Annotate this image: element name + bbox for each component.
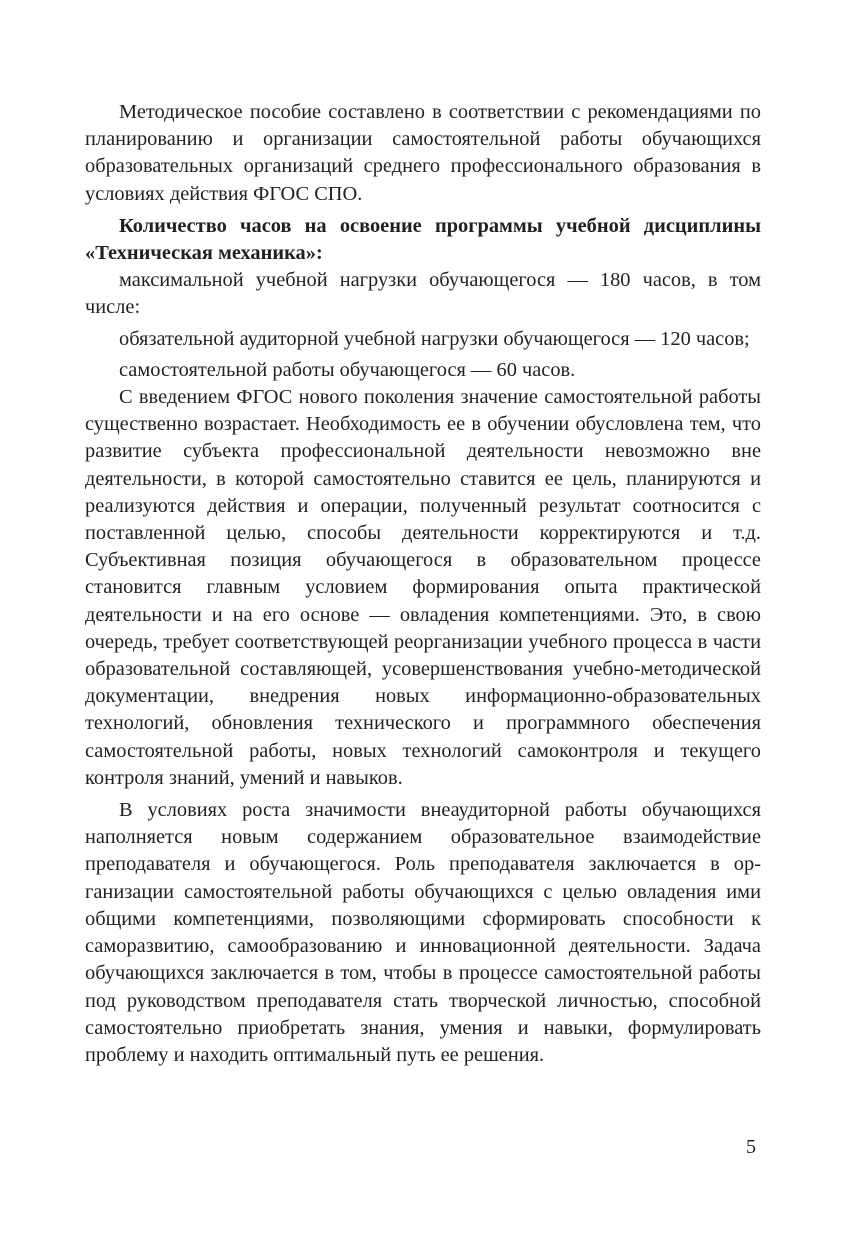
independent-work-paragraph: самостоятельной работы обучающегося — 60 часов. [119, 358, 576, 381]
page-number: 5 [746, 1136, 756, 1158]
teacher-role-paragraph: В условиях роста значимости внеаудиторной работы обучающихся наполняется новым содержанием образовательное взаимодействие преподавателя и обучающегося. Роль преподавателя заключается в организации самостоятельной работы обучающихся с целью овладения ими общими компетенциями, позволяющими сформировать способности к саморазвитию, самообразованию и инновационной деятельности. Задача обучающихся заключается в том, чтобы в процессе самостоятельной работы под руководством преподавателя стать творческой личностью, способной самостоятельно приобретать знания, умения и навыки, формулировать проблему и находить оптимальный путь ее решения. [85, 799, 761, 1066]
intro-paragraph: Методическое пособие составлено в соответствии с рекомендациями по планированию и организации самостоятельной работы обучающихся образовательных организаций среднего профессионального образования в условиях действия ФГОС СПО. [85, 101, 761, 205]
hours-heading: Количество часов на освоение программы учебной дисциплины «Техническая механика»: [85, 214, 761, 265]
classroom-load-paragraph: обязательной аудиторной учебной нагрузки обучающегося — 120 часов; [119, 327, 750, 350]
max-load-paragraph: максимальной учебной нагрузки обучающегося — 180 часов, в том числе: [85, 269, 761, 319]
fgos-paragraph: С введением ФГОС нового поколения значение самостоятельной работы существенно возрастает. Необходимость ее в обучении обусловлена тем, что развитие субъекта профессиональной деятельности невозможно вне деятельности, в которой самостоятельно ставится ее цель, планируются и реализуются действия и операции, полученный результат соотносится с поставленной целью, способы деятельности корректируются и т.д. Субъективная позиция обучающегося в образовательном процессе становится главным условием формирования опыта практической деятельности и на его основе — овладения компетенциями. Это, в свою очередь, требует соответствующей реорганизации учебного процесса в части образовательной составляющей, усовершенствования учебно-методической документации, внедрения новых информационно-образовательных технологий, обновления технического и программного обеспечения самостоятельной работы, новых технологий самоконтроля и текущего контроля знаний, умений и навыков. [85, 386, 761, 789]
page-body [85, 99, 761, 1069]
